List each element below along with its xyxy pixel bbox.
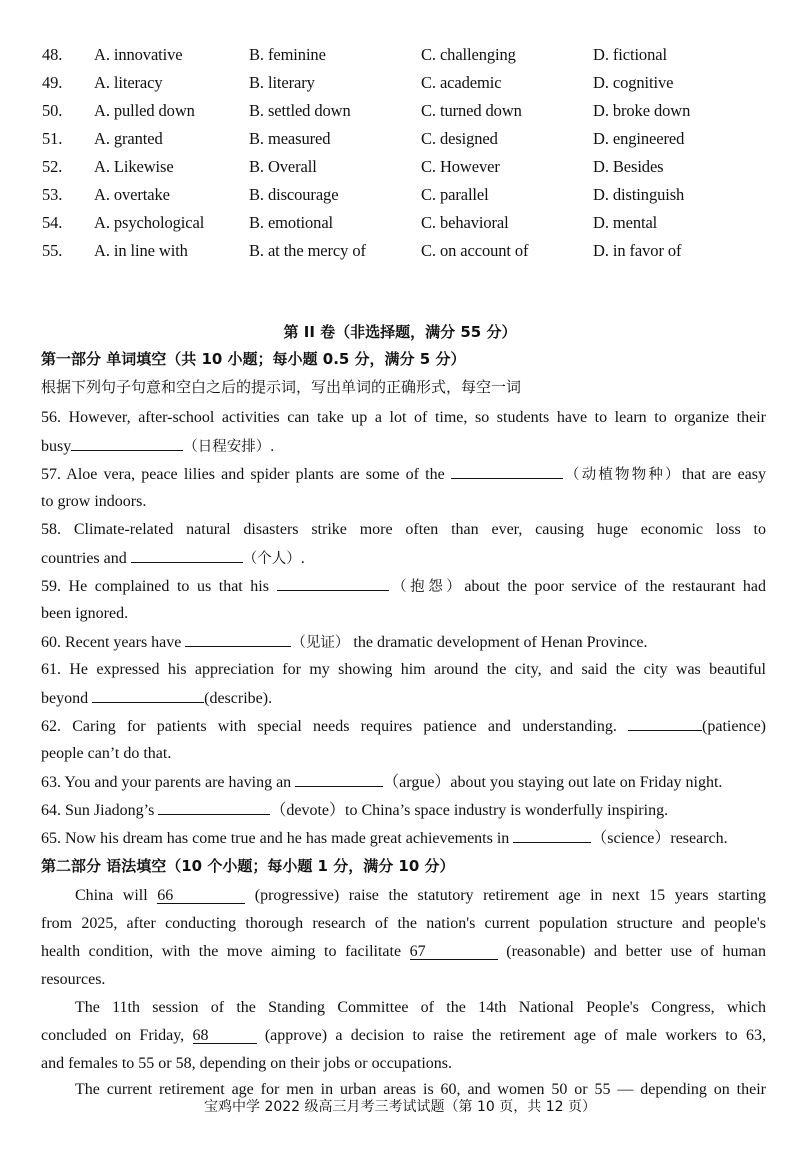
q57-answer-blank[interactable] [451,464,563,479]
q64-post: （devote）to China’s space industry is wonderfully inspiring. [270,802,669,819]
option-a: A. Likewise [94,157,174,176]
passage-p3-line1: The current retirement age for men in urban areas is 60, and women 50 or 55 — depending on their [75,1081,766,1098]
q58-post: . [300,550,305,567]
q59-hint: （抱怨） [388,579,465,595]
choice-question-row [0,157,800,185]
q64-answer-blank[interactable] [158,800,270,815]
p1-l3-post: (reasonable) and better use of human [497,943,766,960]
q59-line2: been ignored. [41,605,129,622]
q62-line2: people can’t do that. [41,745,172,762]
q64-line [41,800,766,821]
blank-66[interactable]: 66 [157,889,245,904]
choice-question-row [0,45,800,73]
q63-pre: 63. You and your parents are having an [41,774,296,791]
option-b: B. emotional [249,213,334,232]
passage-p1-line3 [41,942,766,962]
q61-line2 [41,688,766,709]
q62-answer-blank[interactable] [628,716,702,731]
q56-hint: （日程安排） [183,439,271,455]
q56-post: . [270,438,275,455]
q57-line1 [41,464,766,485]
blank-67[interactable]: 67 [410,945,498,960]
q65-pre: 65. Now his dream has come true and he has made great achievements in [41,830,514,847]
q56-line2 [41,436,766,457]
q59-line1 [41,576,766,597]
option-c: C. However [421,157,500,176]
q62-post: (patience) [702,718,766,735]
passage-p1-line2: from 2025, after conducting thorough research of the nation's current population structure and people's [41,915,766,932]
part1-instruction: 根据下列句子句意和空白之后的提示词，写出单词的正确形式，每空一词 [41,378,522,396]
option-d: D. in favor of [593,241,682,260]
q56-line1: 56. However, after-school activities can take up a lot of time, so students have to learn to organize their [41,409,766,426]
choice-question-row [0,241,800,269]
option-b: B. literary [249,73,315,92]
option-c: C. turned down [421,101,522,120]
blank-68[interactable]: 68 [193,1029,257,1044]
q59-pre: 59. He complained to us that his [41,578,277,595]
choice-question-row [0,129,800,157]
q62-pre: 62. Caring for patients with special needs requires patience and understanding. [41,718,629,735]
q60-pre: 60. Recent years have [41,634,186,651]
passage-p1-line4: resources. [41,971,106,988]
option-a: A. pulled down [94,101,195,120]
question-number: 55. [42,241,63,260]
q58-line1: 58. Climate-related natural disasters strike more often than ever, causing huge economic loss to [41,521,766,538]
option-c: C. challenging [421,45,516,64]
question-number: 51. [42,129,63,148]
q65-post: （science）research. [591,830,728,847]
option-d: D. fictional [593,45,667,64]
question-number: 52. [42,157,63,176]
option-a: A. in line with [94,241,188,260]
option-b: B. discourage [249,185,339,204]
q59-answer-blank[interactable] [277,576,389,591]
question-number: 53. [42,185,63,204]
part2-heading: 第二部分 语法填空（10 个小题；每小题 1 分，满分 10 分） [41,857,455,875]
p1-l1-pre: China will [75,887,158,904]
option-d: D. mental [593,213,658,232]
q56-answer-blank[interactable] [71,436,183,451]
q56-pre: busy [41,438,72,455]
q64-pre: 64. Sun Jiadong’s [41,802,159,819]
q60-line [41,632,766,653]
option-d: D. engineered [593,129,685,148]
option-c: C. parallel [421,185,489,204]
q65-line [41,828,766,849]
q57-post: that are easy [681,466,767,483]
question-number: 54. [42,213,63,232]
q58-line2 [41,548,766,569]
q63-line [41,772,766,793]
q57-line2: to grow indoors. [41,493,147,510]
question-number: 50. [42,101,63,120]
p2-l2-post: (approve) a decision to raise the retirement age of male workers to 63, [256,1027,767,1044]
page-footer: 宝鸡中学 2022 级高三月考三考试试题（第 10 页，共 12 页） [204,1099,596,1115]
option-a: A. innovative [94,45,183,64]
passage-p2-line2 [41,1026,766,1046]
question-number: 49. [42,73,63,92]
p2-l2-pre: concluded on Friday, [41,1027,193,1044]
q57-hint: （动植物物种） [562,467,682,483]
q62-line1 [41,716,766,737]
option-d: D. Besides [593,157,664,176]
option-a: A. psychological [94,213,205,232]
option-a: A. granted [94,129,163,148]
q61-post: (describe). [204,690,273,707]
q61-line1: 61. He expressed his appreciation for my showing him around the city, and said the city was beautiful [41,661,766,678]
q60-post: the dramatic development of Henan Province. [349,634,648,651]
passage-p2-line3: and females to 55 or 58, depending on their jobs or occupations. [41,1055,453,1072]
p1-l1-post: (progressive) raise the statutory retirement age in next 15 years starting [245,887,767,904]
q60-hint: （见证） [291,635,350,651]
q63-post: （argue）about you staying out late on Friday night. [383,774,723,791]
q61-pre: beyond [41,690,93,707]
q59-post: about the poor service of the restaurant had [464,578,767,595]
option-b: B. settled down [249,101,351,120]
q58-hint: （个人） [242,551,301,567]
option-b: B. feminine [249,45,326,64]
option-d: D. distinguish [593,185,685,204]
q60-answer-blank[interactable] [185,632,291,647]
option-b: B. at the mercy of [249,241,366,260]
option-b: B. measured [249,129,331,148]
choice-question-row [0,185,800,213]
choice-question-row [0,101,800,129]
q61-answer-blank[interactable] [92,688,204,703]
q57-pre: 57. Aloe vera, peace lilies and spider plants are some of the [41,466,451,483]
passage-p1-line1 [75,886,766,906]
q58-pre: countries and [41,550,131,567]
choice-question-row [0,73,800,101]
option-c: C. behavioral [421,213,509,232]
option-d: D. cognitive [593,73,674,92]
part1-heading: 第一部分 单词填空（共 10 小题；每小题 0.5 分，满分 5 分） [41,350,466,368]
q58-answer-blank[interactable] [131,548,243,563]
option-c: C. designed [421,129,498,148]
option-c: C. on account of [421,241,529,260]
option-a: A. literacy [94,73,163,92]
question-number: 48. [42,45,63,64]
option-c: C. academic [421,73,502,92]
q63-answer-blank[interactable] [295,772,383,787]
option-d: D. broke down [593,101,691,120]
choice-question-row [0,213,800,241]
option-a: A. overtake [94,185,170,204]
p1-l3-pre: health condition, with the move aiming to facilitate [41,943,410,960]
passage-p2-line1: The 11th session of the Standing Committee of the 14th National People's Congress, which [75,999,766,1016]
option-b: B. Overall [249,157,317,176]
q65-answer-blank[interactable] [513,828,591,843]
section-title: 第 II 卷（非选择题，满分 55 分） [283,323,517,341]
